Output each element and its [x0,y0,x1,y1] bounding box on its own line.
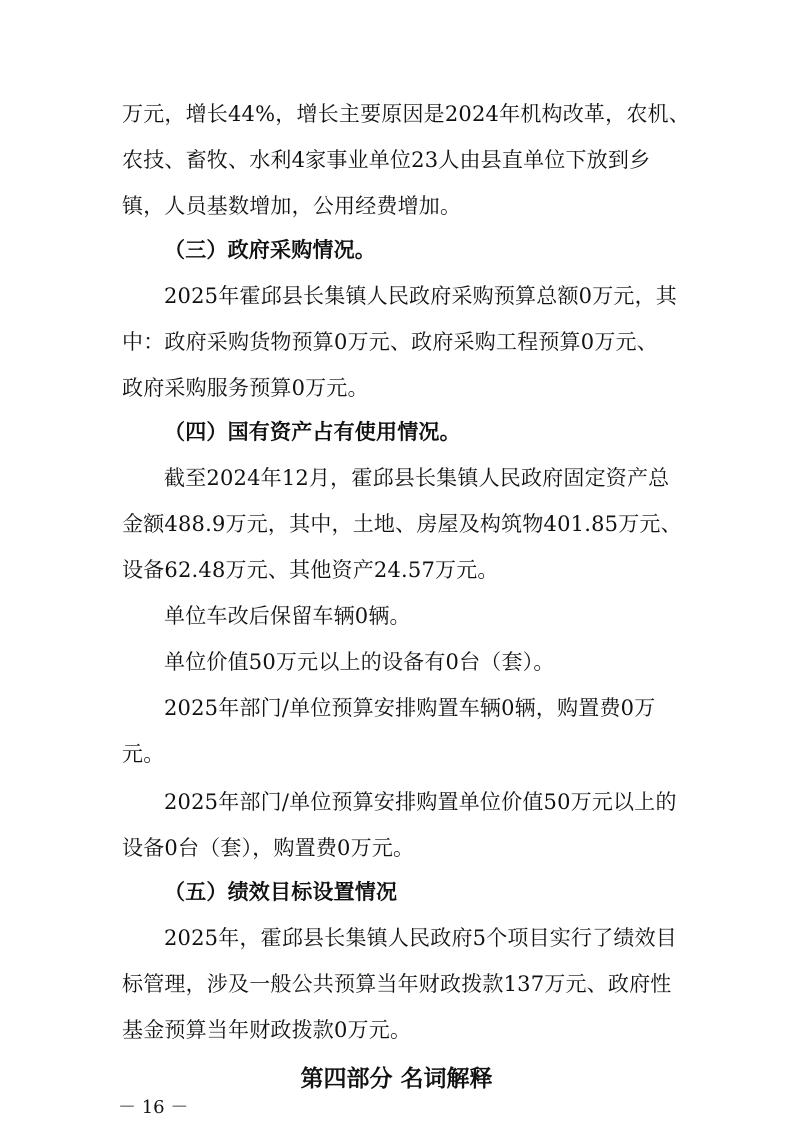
section-heading-state-assets: （四）国有资产占有使用情况。 [164,419,461,444]
section-heading-government-procurement: （三）政府采购情况。 [164,237,376,262]
paragraph-line: 农技、畜牧、水利4家事业单位23人由县直单位下放到乡 [122,148,651,172]
section-heading-performance-targets: （五）绩效目标设置情况 [164,879,398,904]
paragraph-line: 金额488.9万元，其中，土地、房屋及构筑物401.85万元、 [122,512,682,536]
paragraph-line: 设备0台（套），购置费0万元。 [122,836,415,860]
paragraph-line: 元。 [122,742,165,766]
part-title: 第四部分 名词解释 [300,1066,493,1092]
paragraph-line: 标管理，涉及一般公共预算当年财政拨款137万元、政府性 [122,972,672,996]
paragraph-line: 政府采购服务预算0万元。 [122,376,369,400]
paragraph-line: 2025年霍邱县长集镇人民政府采购预算总额0万元，其 [164,284,678,308]
paragraph-line: 基金预算当年财政拨款0万元。 [122,1018,412,1042]
paragraph-line: 万元，增长44%，增长主要原因是2024年机构改革，农机、 [122,102,690,126]
page-number: － 16 － [118,1097,189,1118]
paragraph-line: 2025年部门/单位预算安排购置单位价值50万元以上的 [164,790,677,814]
paragraph-line: 截至2024年12月，霍邱县长集镇人民政府固定资产总 [164,466,670,490]
paragraph-line: 镇，人员基数增加，公用经费增加。 [122,194,462,218]
paragraph-line: 中：政府采购货物预算0万元、政府采购工程预算0万元、 [122,330,658,354]
paragraph-line: 2025年部门/单位预算安排购置车辆0辆，购置费0万 [164,696,656,720]
paragraph-line: 2025年，霍邱县长集镇人民政府5个项目实行了绩效目 [164,926,678,950]
paragraph-line: 单位车改后保留车辆0辆。 [164,604,411,628]
paragraph-line: 设备62.48万元、其他资产24.57万元。 [122,558,499,582]
paragraph-line: 单位价值50万元以上的设备有0台（套）。 [164,650,555,674]
